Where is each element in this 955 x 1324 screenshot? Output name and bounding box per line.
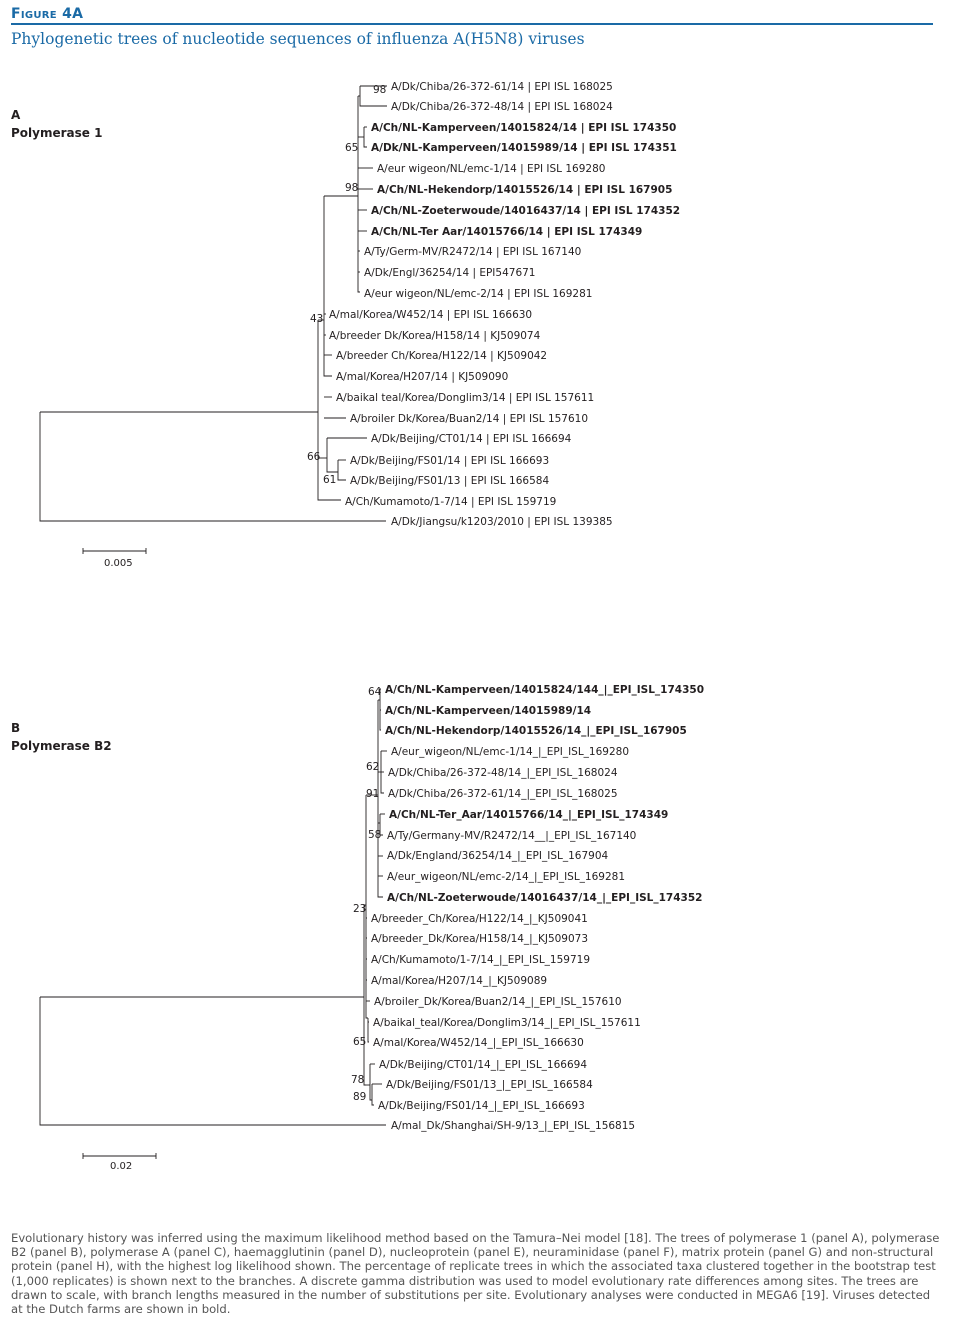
taxon-label: A/Dk/Chiba/26-372-48/14_|_EPI_ISL_168024 [388, 767, 618, 779]
figure-label: Figure 4A [11, 6, 84, 22]
scale-label: 0.005 [104, 558, 133, 569]
taxon-label: A/breeder Dk/Korea/H158/14 | KJ509074 [329, 330, 541, 342]
taxon-label: A/Ch/NL-Kamperveen/14015824/14 | EPI ISL 174350 [371, 122, 677, 134]
taxon-label: A/Ch/NL-Kamperveen/14015989/14 [385, 705, 592, 717]
taxon-label: A/baikal_teal/Korea/Donglim3/14_|_EPI_ISL_157611 [373, 1017, 641, 1029]
taxon-label: A/mal_Dk/Shanghai/SH-9/13_|_EPI_ISL_156815 [391, 1120, 636, 1132]
taxon-label: A/Ty/Germany-MV/R2472/14__|_EPI_ISL_167140 [387, 830, 637, 842]
taxon-label: A/Ch/NL-Hekendorp/14015526/14_|_EPI_ISL_167905 [385, 725, 687, 737]
taxon-label: A/Dk/Beijing/CT01/14_|_EPI_ISL_166694 [379, 1059, 587, 1071]
bootstrap-value: 98 [345, 182, 359, 194]
taxon-label: A/Dk/Beijing/FS01/13 | EPI ISL 166584 [350, 475, 550, 487]
scale-bar-b [83, 1153, 156, 1172]
taxon-label: A/eur_wigeon/NL/emc-2/14_|_EPI_ISL_169281 [387, 871, 626, 883]
bootstrap-value: 64 [368, 686, 382, 698]
taxon-label: A/baikal teal/Korea/Donglim3/14 | EPI ISL 157611 [336, 392, 595, 404]
scale-label: 0.02 [110, 1161, 133, 1172]
taxon-label: A/eur wigeon/NL/emc-2/14 | EPI ISL 169281 [364, 288, 593, 300]
taxon-label: A/Dk/Beijing/CT01/14 | EPI ISL 166694 [371, 433, 572, 445]
taxon-label: A/Ch/NL-Ter Aar/14015766/14 | EPI ISL 174349 [371, 226, 643, 238]
figure-caption: Evolutionary history was inferred using the maximum likelihood method based on the Tamura–Nei model [18]. The trees of polymerase 1 (panel A), polymerase B2 (panel B), polymerase A (panel C), haemagglutinin (panel D), nucleoprotein (panel E), neuraminidase (panel F), matrix protein (panel G) and non-structural protein (panel H), with the highest log likelihood shown. The percentage of replicate trees in which the associated taxa clustered together in the bootstrap test (1,000 replicates) is shown next to the branches. A discrete gamma distribution was used to model evolutionary rate differences among sites. The trees are drawn to scale, with branch lengths measured in the number of substitutions per site. Evolutionary analyses were conducted in MEGA6 [19]. Viruses detected at the Dutch farms are shown in bold. [11, 1231, 940, 1317]
tree-b-taxa [371, 684, 704, 1132]
bootstrap-value: 65 [345, 142, 359, 154]
taxon-label: A/Ty/Germ-MV/R2472/14 | EPI ISL 167140 [364, 246, 582, 258]
taxon-label: A/eur_wigeon/NL/emc-1/14_|_EPI_ISL_169280 [391, 746, 630, 758]
bootstrap-value: 43 [310, 313, 324, 325]
taxon-label: A/breeder Ch/Korea/H122/14 | KJ509042 [336, 350, 548, 362]
taxon-label: A/breeder_Dk/Korea/H158/14_|_KJ509073 [371, 933, 589, 945]
taxon-label: A/Dk/Beijing/FS01/14_|_EPI_ISL_166693 [378, 1100, 585, 1112]
taxon-label: A/Dk/Chiba/26-372-61/14_|_EPI_ISL_168025 [388, 788, 618, 800]
bootstrap-value: 91 [366, 788, 380, 800]
taxon-label: A/broiler Dk/Korea/Buan2/14 | EPI ISL 157610 [350, 413, 589, 425]
bootstrap-value: 23 [353, 903, 367, 915]
panel-b-name: Polymerase B2 [11, 739, 112, 753]
panel-a-letter: A [11, 108, 21, 122]
taxon-label: A/broiler_Dk/Korea/Buan2/14_|_EPI_ISL_157610 [374, 996, 622, 1008]
taxon-label: A/Ch/NL-Kamperveen/14015824/144_|_EPI_ISL_174350 [385, 684, 704, 696]
taxon-label: A/mal/Korea/W452/14_|_EPI_ISL_166630 [373, 1037, 584, 1049]
bootstrap-value: 78 [351, 1074, 365, 1086]
taxon-label: A/Dk/Chiba/26-372-61/14 | EPI ISL 168025 [391, 81, 613, 93]
bootstrap-value: 62 [366, 761, 380, 773]
figure-title: Phylogenetic trees of nucleotide sequences of influenza A(H5N8) viruses [11, 30, 585, 48]
taxon-label: A/Dk/NL-Kamperveen/14015989/14 | EPI ISL 174351 [371, 142, 677, 154]
taxon-label: A/Dk/Chiba/26-372-48/14 | EPI ISL 168024 [391, 101, 613, 113]
bootstrap-value: 58 [368, 829, 382, 841]
taxon-label: A/Dk/Engl/36254/14 | EPI547671 [364, 267, 536, 279]
bootstrap-value: 61 [323, 474, 337, 486]
taxon-label: A/Dk/England/36254/14_|_EPI_ISL_167904 [387, 850, 609, 862]
taxon-label: A/Dk/Beijing/FS01/14 | EPI ISL 166693 [350, 455, 550, 467]
taxon-label: A/eur wigeon/NL/emc-1/14 | EPI ISL 169280 [377, 163, 606, 175]
taxon-label: A/Ch/NL-Hekendorp/14015526/14 | EPI ISL 167905 [377, 184, 673, 196]
taxon-label: A/Ch/Kumamoto/1-7/14 | EPI ISL 159719 [345, 496, 557, 508]
bootstrap-value: 89 [353, 1091, 367, 1103]
bootstrap-value: 98 [373, 84, 387, 96]
taxon-label: A/mal/Korea/H207/14_|_KJ509089 [371, 975, 548, 987]
taxon-label: A/Ch/NL-Zoeterwoude/14016437/14_|_EPI_ISL_174352 [387, 892, 703, 904]
bootstrap-value: 66 [307, 451, 321, 463]
panel-b-letter: B [11, 721, 21, 735]
panel-a-name: Polymerase 1 [11, 126, 103, 140]
taxon-label: A/Ch/NL-Zoeterwoude/14016437/14 | EPI ISL 174352 [371, 205, 681, 217]
taxon-label: A/Dk/Jiangsu/k1203/2010 | EPI ISL 139385 [391, 516, 613, 528]
tree-b-branches [40, 689, 387, 1125]
bootstrap-value: 65 [353, 1036, 367, 1048]
taxon-label: A/mal/Korea/W452/14 | EPI ISL 166630 [329, 309, 533, 321]
taxon-label: A/Ch/Kumamoto/1-7/14_|_EPI_ISL_159719 [371, 954, 590, 966]
taxon-label: A/breeder_Ch/Korea/H122/14_|_KJ509041 [371, 913, 588, 925]
taxon-label: A/Ch/NL-Ter_Aar/14015766/14_|_EPI_ISL_174349 [389, 809, 669, 821]
taxon-label: A/mal/Korea/H207/14 | KJ509090 [336, 371, 509, 383]
taxon-label: A/Dk/Beijing/FS01/13_|_EPI_ISL_166584 [386, 1079, 593, 1091]
